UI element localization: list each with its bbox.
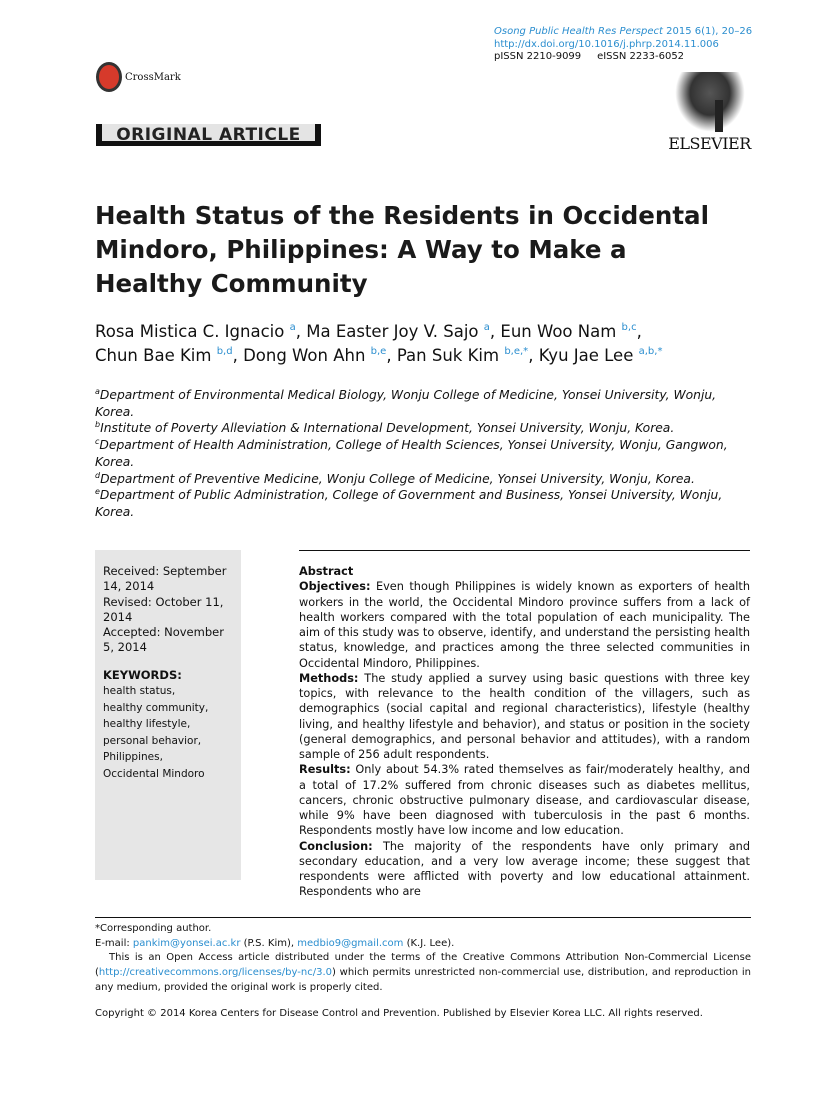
license-text: ) which permits unrestricted non-commercial use, distribution, and reproduction in any medium, provided the original work is properly cited. (95, 967, 751, 993)
crossmark-label: CrossMark (125, 71, 181, 83)
section-text: Only about 54.3% rated themselves as fair/moderately healthy, and a total of 17.2% suffered from chronic diseases such as diabetes mellitus, cancers, chronic obstructive pulmonary disease, and cardiovascular disease, while 9% have been diagnosed with tuberculosis in the past 6 months. Respondents mostly have low income and low education. (299, 763, 750, 838)
affiliation (95, 420, 755, 437)
keyword: healthy lifestyle, (103, 718, 191, 731)
affiliation-text: Department of Preventive Medicine, Wonju College of Medicine, Yonsei University, Wonju, Korea. (100, 471, 695, 486)
email-line (95, 937, 751, 952)
journal-name: Osong Public Health Res Perspect (494, 26, 663, 37)
elsevier-logo (667, 72, 752, 153)
affiliation-key: d (95, 470, 101, 480)
crossmark-icon (96, 62, 122, 92)
affiliation-text: Department of Environmental Medical Biology, Wonju College of Medicine, Yonsei University, Wonju, Korea. (95, 388, 717, 419)
article-history-sidebar (95, 550, 241, 880)
author-affiliation-mark: b,c (621, 322, 637, 333)
section-text: The study applied a survey using basic questions with three key topics, with relevance to the health condition of the villagers, such as demographics (social capital and regional characteristics), lifestyle (healthy living, and healthy lifestyle and behavior), and status or position in the society (general demographics, and personal behavior and attitudes), with a random sample of 256 adult respondents. (299, 671, 750, 761)
section-label: Results: (299, 763, 351, 777)
affiliation-key: b (95, 420, 101, 430)
affiliations (95, 387, 755, 521)
keyword: Philippines, (103, 751, 163, 764)
author (539, 346, 663, 365)
section-label: Objectives: (299, 580, 371, 594)
copyright: Copyright © 2014 Korea Centers for Disease Control and Prevention. Published by Elsevier Korea LLC. All rights reserved. (95, 1007, 703, 1019)
abstract-section (299, 762, 750, 838)
eissn: eISSN 2233-6052 (597, 51, 685, 62)
keyword: Occidental Mindoro (103, 767, 205, 780)
author-affiliation-mark: b,d (216, 346, 233, 357)
abstract-section (299, 671, 750, 763)
affiliation (95, 387, 755, 420)
abstract (299, 550, 750, 899)
email-link-kim[interactable]: pankim@yonsei.ac.kr (132, 937, 241, 949)
affiliation-key: a (95, 387, 100, 396)
license-link[interactable]: http://creativecommons.org/licenses/by-nc/3.0 (98, 967, 332, 979)
affiliation (95, 471, 755, 488)
corresponding-note: *Corresponding author. (95, 923, 212, 934)
license-note (95, 951, 751, 995)
author (95, 346, 233, 365)
section-label: Methods: (299, 671, 359, 685)
author-name: Ma Easter Joy V. Sajo (306, 322, 479, 341)
email-owner: (K.J. Lee). (403, 937, 455, 949)
citation: 2015 6(1), 20–26 (666, 26, 753, 37)
received-date: Received: September 14, 2014 (103, 564, 227, 594)
revised-date: Revised: October 11, 2014 (103, 594, 224, 624)
author-affiliation-mark: a (483, 322, 490, 333)
author-affiliation-mark: b,e (370, 346, 387, 357)
publisher-name: ELSEVIER (668, 134, 751, 153)
abstract-heading: Abstract (299, 565, 354, 578)
accepted-date: Accepted: November 5, 2014 (103, 625, 224, 655)
affiliation-text: Department of Public Administration, College of Government and Business, Yonsei University, Wonju, Korea. (95, 488, 723, 519)
author (397, 346, 528, 365)
section-text: Even though Philippines is widely known as exporters of health workers in the world, the Occidental Mindoro province suffers from a lack of health workers compared with the total population of each municipality. The aim of this study was to observe, identify, and understand the persisting health status, knowledge, and practices among the three selected communities in Occidental Mindoro, Philippines. (299, 580, 750, 670)
affiliation (95, 487, 755, 520)
affiliation-text: Institute of Poverty Alleviation & International Development, Yonsei University, Wonju, Korea. (100, 421, 675, 436)
keyword: healthy community, (103, 701, 209, 714)
author-affiliation-mark: a,b,* (638, 346, 663, 357)
license-text: This is an Open Access article distributed under the terms of the Creative Commons Attribution Non-Commercial License ( (95, 952, 751, 979)
crossmark-badge[interactable] (96, 62, 181, 92)
doi-link[interactable]: http://dx.doi.org/10.1016/j.phrp.2014.11.006 (494, 38, 719, 50)
author-name: Pan Suk Kim (396, 346, 500, 365)
affiliation (95, 437, 755, 470)
author-name: Chun Bae Kim (95, 346, 212, 365)
author (95, 322, 296, 341)
affiliation-key: c (95, 437, 100, 447)
keyword: health status, (103, 685, 176, 698)
affiliation-key: e (95, 487, 100, 497)
author (243, 346, 386, 365)
pissn: pISSN 2210-9099 (494, 51, 582, 62)
author (500, 322, 636, 341)
author-name: Rosa Mistica C. Ignacio (95, 322, 285, 341)
email-owner: (P.S. Kim), (240, 937, 298, 949)
keywords-label: KEYWORDS: (103, 667, 182, 682)
tree-icon (675, 72, 745, 132)
affiliation-text: Department of Health Administration, College of Health Sciences, Yonsei University, Wonju, Gangwon, Korea. (95, 438, 728, 469)
author-name: Kyu Jae Lee (538, 346, 634, 365)
author-affiliation-mark: b,e,* (504, 346, 529, 357)
author (306, 322, 490, 341)
keyword: personal behavior, (103, 734, 202, 747)
section-label: Conclusion: (299, 839, 373, 853)
section-text: The majority of the respondents have only primary and secondary education, and a very low average income; these suggest that respondents were afflicted with poverty and low educational attainment. Respondents who are (299, 839, 750, 899)
article-title: Health Status of the Residents in Occidental Mindoro, Philippines: A Way to Make a Healthy Community (95, 201, 709, 298)
abstract-section (299, 579, 750, 671)
journal-info (494, 26, 814, 64)
author-name: Dong Won Ahn (243, 346, 366, 365)
author-affiliation-mark: a (289, 322, 296, 333)
author-name: Eun Woo Nam (500, 322, 617, 341)
author-list: Rosa Mistica C. Ignacio $^a$, Ma Easter Joy V. Sajo $^a$, Eun Woo Nam $^{b,c}$, Chun Bae Kim $^{b,d}$, Dong Won Ahn $^{b,e}$, Pan Suk Kim $^{b,e,*}$, Kyu Jae Lee $^{a,b,*}$ (95, 322, 663, 365)
abstract-section (299, 839, 750, 900)
section-label: ORIGINAL ARTICLE (96, 124, 321, 146)
email-link-lee[interactable]: medbio9@gmail.com (297, 937, 404, 949)
email-label: E-mail: (95, 937, 130, 949)
footnotes (95, 917, 751, 1021)
